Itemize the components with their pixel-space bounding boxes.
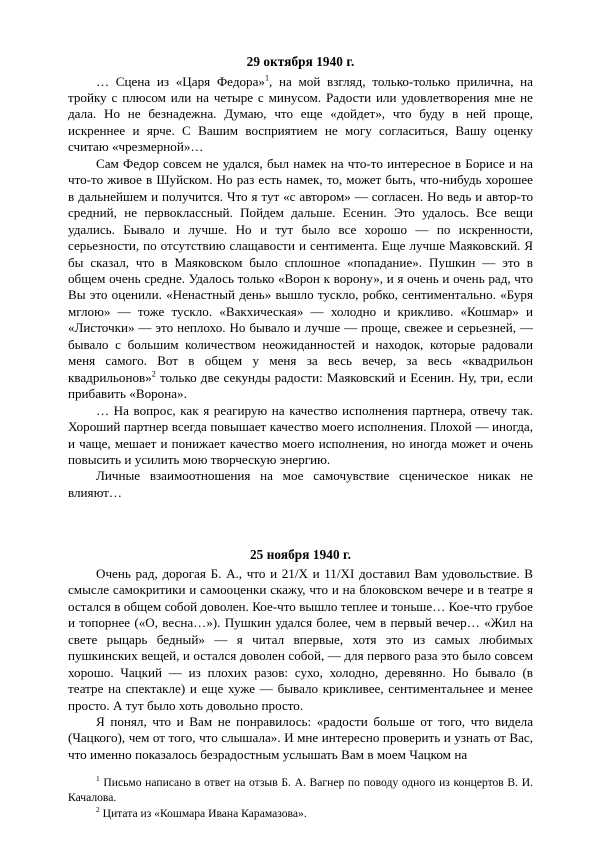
footnote-1: $^1$ Письмо написано в ответ на отзыв Б. А. Вагнер по поводу одного из концертов В. И. Качалова. [68, 774, 533, 805]
footnote-reference-1[interactable]: 1 [264, 73, 269, 83]
letter-2-paragraph-1: Очень рад, дорогая Б. А., что и 21/X и 11/XI доставил Вам удовольствие. В смысле самокритики и самооценки скажу, что и на блоковском вечере и в театре я остался в общем собой доволен. Кое-что вышло теплее и тоньше… Кое-что грубое и топорнее («О, весна…»). Пушкин удался более, чем в первый вечер… «Жил на свете рыцарь бедный» — я читал впервые, хотя это из самых любимых пушкинских вещей, и остался доволен собой, — для первого раза это было совсем хорошо. Чацкий — из плохих разов: сухо, холодно, деревянно. Но бывало (в театре на спектакле) и еще хуже — бывало крикливее, сентиментальнее и менее просто. А тут было хоть довольно просто. [68, 565, 533, 713]
letter-heading-1: 29 октября 1940 г. [246, 54, 355, 69]
footnote-2: $^2$ Цитата из «Кошмара Ивана Карамазова». [96, 804, 307, 820]
footnote-marker-1: 1 [96, 774, 100, 784]
letter-2-paragraph-2: Я понял, что и Вам не понравилось: «радости больше от того, что видела (Чацкого), чем от того, что слышала». И мне интересно проверить и узнать от Вас, что именно показалось безрадостным услышать Вам в моем Чацком на [68, 714, 533, 762]
letter-1-paragraph-1: … Сцена из «Царя Федора»$^1$, на мой взгляд, только-только прилична, на тройку с плюсом или на четыре с минусом. Радости или удовлетворения мне не дала. Но не безнадежна. Думаю, что еще «дойдет», что буду в ней проще, искреннее и ярче. С Вашим восприятием не могу согласиться, Вашу оценку считаю «чрезмерной»… [68, 73, 533, 155]
letter-1-paragraph-4: Личные взаимоотношения на мое самочувствие сценическое никак не влияют… [68, 468, 533, 500]
letter-1-paragraph-2: Сам Федор совсем не удался, был намек на что-то интересное в Борисе и на что-то живое в Шуйском. Но раз есть намек, то, может быть, что-нибудь хорошее в дальнейшем и получится. Что я тут «с автором» — согласен. Но ведь и автор-то средний, не первоклассный. Пойдем дальше. Есенин. Это удалось. Все вещи удались. Бывало и лучше. Но и тут было все хорошо — по искренности, серьезности, по отсутствию слащавости и сентимента. Еще лучше Маяковский. Я бы сказал, что в Маяковском было сплошное «попадание». Пушкин — это в общем очень средне. Удалось только «Ворон к ворону», и я очень и очень рад, что Вы это оценили. «Ненастный день» вышло тускло, робко, сентиментально. «Буря мглою» — тоже тускло. «Вакхическая» — холодно и крикливо. «Кошмар» и «Листочки» — это неплохо. Но бывало и лучше — проще, свежее и серьезней, — бывало с большим количеством неожиданностей и находок, которые радовали меня самого. Вот в общем у меня за весь вечер, за весь «квадрильон квадрильонов»$^2$ только две секунды радости: Маяковский и Есенин. Ну, три, если прибавить «Ворона». [68, 155, 533, 402]
footnote-marker-2: 2 [96, 804, 100, 814]
page-content [68, 54, 533, 821]
letter-1-paragraph-3: … На вопрос, как я реагирую на качество исполнения партнера, отвечу так. Хороший партнер всегда повышает качество моего исполнения. Плохой — иногда, и чаще, мешает и понижает качество моего исполнения, но иногда может и очень повысить и усилить мою творческую энергию. [68, 402, 533, 467]
footnote-area [68, 775, 533, 820]
footnote-reference-2[interactable]: 2 [151, 369, 156, 379]
letter-heading-2: 25 ноября 1940 г. [249, 547, 352, 563]
